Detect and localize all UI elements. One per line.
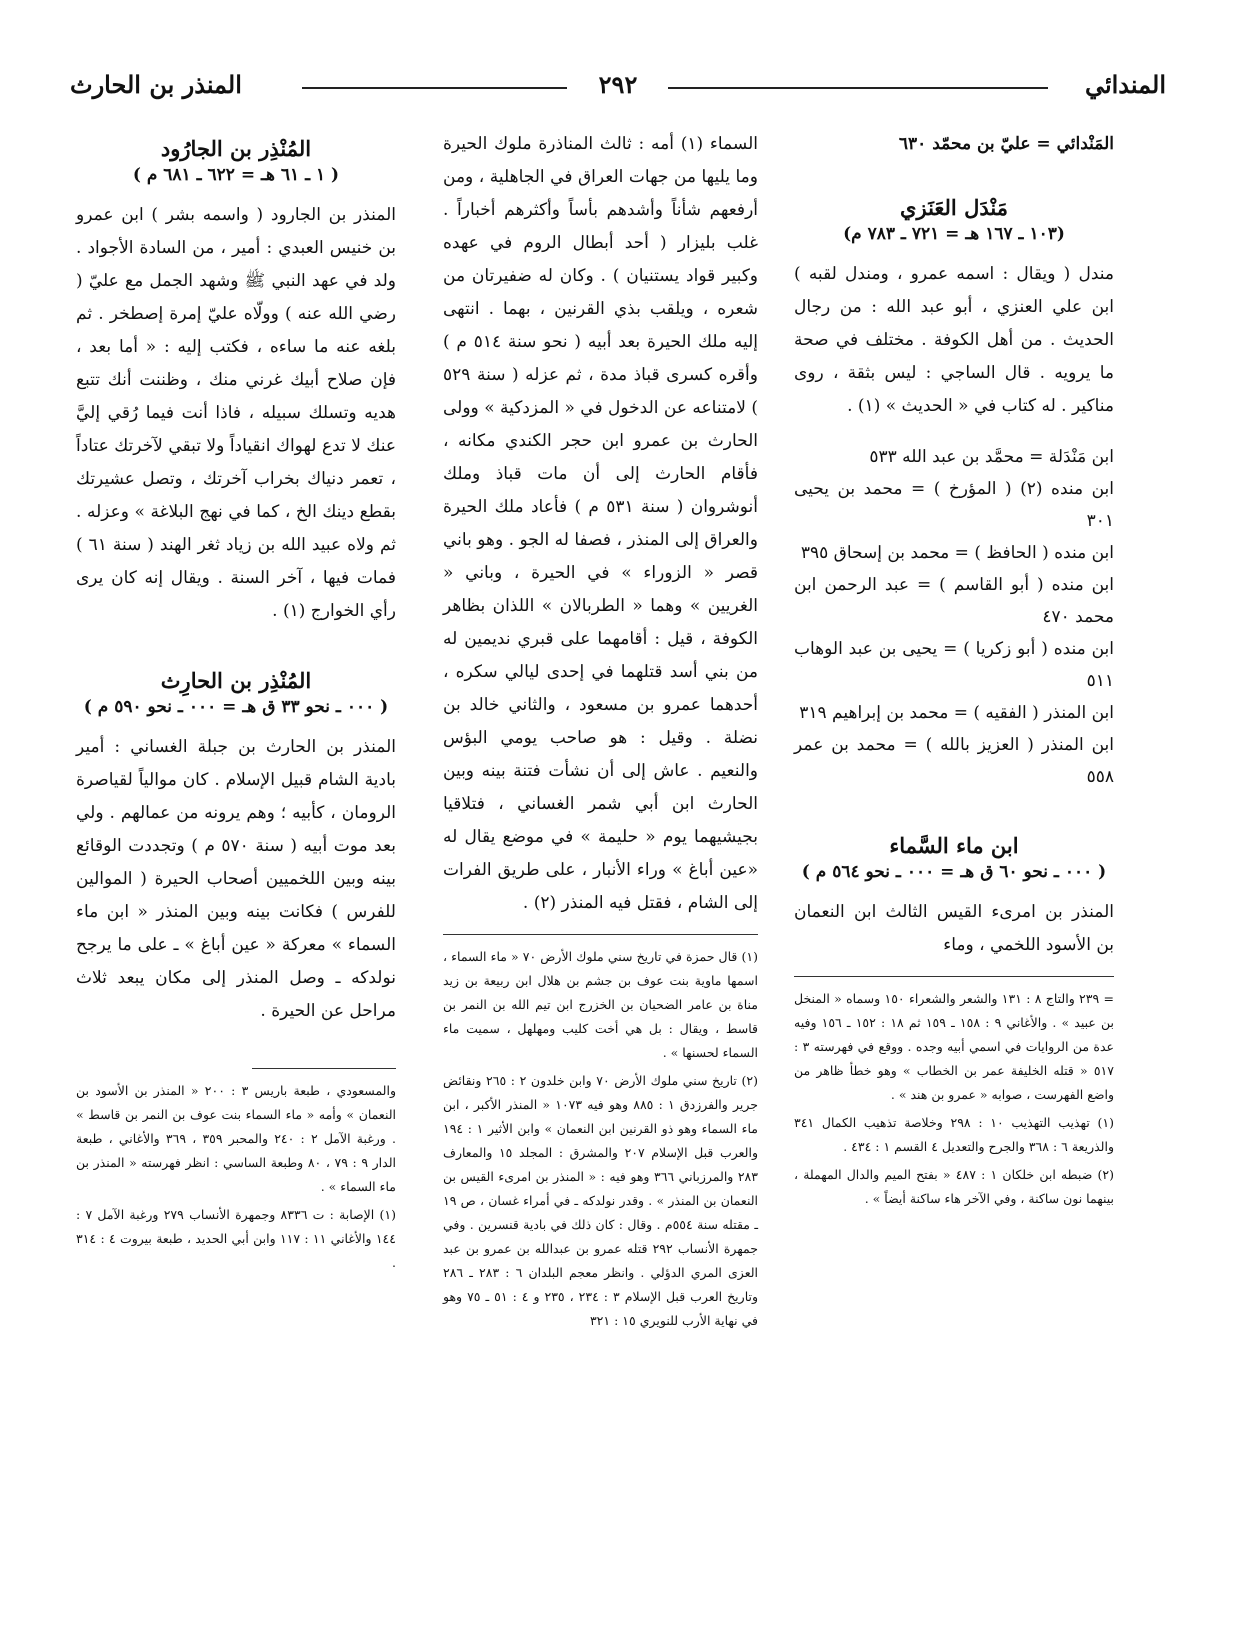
entry-text-munthir-jarud: المنذر بن الجارود ( واسمه بشر ) ابن عمرو بن خنيس العبدي : أمير ، من السادة الأجواد . ولد في عهد النبي ﷺ وشهد الجمل مع عليّ ( رضي الله عنه ) وولّاه عليّ إمرة إصطخر . ثم بلغه عنه ما ساءه ، فكتب إليه : « أما بعد ، فإن صلاح أبيك غرني منك ، وظننت أنك تتبع هديه وتسلك سبيله ، فاذا أنت فيما رُقي إليَّ عنك لا تدع لهواك انقياداً ولا تبقي لآخرتك عتاداً ، تعمر دنياك بخراب آخرتك ، وتصل عشيرتك بقطع دينك الخ ، كما في نهج البلاغة » وعزله . ثم ولاه عبيد الله بن زياد ثغر الهند ( سنة ٦١ ) فمات فيها ، آخر السنة . ويقال إنه كان يرى رأي الخوارج (١) . (76, 205, 396, 621)
entry-title-ibn-maa-alsamaa: ابن ماء السَّماء (889, 833, 1019, 858)
entry-dates-ibn-maa-alsamaa: ( ٠٠٠ ـ نحو ٦٠ ق هـ = ٠٠٠ ـ نحو ٥٦٤ م ) (801, 862, 1107, 882)
crossref-item: ابن منده ( أبو القاسم ) = عبد الرحمن ابن محمد ٤٧٠ (794, 575, 1114, 627)
entry-dates-mandal: (١٠٣ ـ ١٦٧ هـ = ٧٢١ ـ ٧٨٣ م) (843, 224, 1065, 244)
entry-dates-munthir-harith: ( ٠٠٠ ـ نحو ٣٣ ق هـ = ٠٠٠ ـ نحو ٥٩٠ م ) (83, 697, 389, 717)
crossref-item: ابن منده ( الحافظ ) = محمد بن إسحاق ٣٩٥ (800, 543, 1114, 563)
footnote: (٢) ضبطه ابن خلكان ١ : ٤٨٧ « بفتح الميم والدال المهملة ، بينهما نون ساكنة ، وفي الآخر هاء ساكنة أيضاً » . (794, 1167, 1114, 1206)
crossref-list (794, 441, 1114, 793)
header-rule-left (302, 87, 567, 89)
footnote: (١) تهذيب التهذيب ١٠ : ٢٩٨ وخلاصة تذهيب الكمال ٣٤١ والذريعة ٦ : ٣٦٨ والجرح والتعديل ٤ القسم ١ : ٤٣٤ . (794, 1115, 1114, 1154)
column-middle (443, 128, 758, 1337)
crossref-mandai: المَنْدائي = عليّ بن محمّد ٦٣٠ (898, 134, 1114, 154)
entry-dates-munthir-jarud: ( ١ ـ ٦١ هـ = ٦٢٢ ـ ٦٨١ م ) (132, 165, 340, 185)
footnote: (١) الإصابة : ت ٨٣٣٦ وجمهرة الأنساب ٢٧٩ ورغبة الآمل ٧ : ١٤٤ والأغاني ١١ : ١١٧ وابن أبي الحديد ، طبعة بيروت ٤ : ٣١٤ . (76, 1207, 396, 1270)
footnote: والمسعودي ، طبعة باريس ٣ : ٢٠٠ « المنذر بن الأسود بن النعمان » وأمه « ماء السماء بنت عوف بن النمر بن قاسط » . ورغبة الآمل ٢ : ٢٤٠ والمحبر ٣٥٩ ، ٣٦٩ والأغاني ، طبعة الدار ٩ : ٧٩ ، ٨٠ وطبعة الساسي : انظر فهرسته « المنذر بن ماء السماء » . (76, 1083, 396, 1194)
footnote-rule (252, 1068, 396, 1069)
entry-text-ibn-maa-alsamaa-cont: السماء (١) أمه : ثالث المناذرة ملوك الحيرة وما يليها من جهات العراق في الجاهلية ، ومن أرفعهم شأناً وأشدهم بأساً وأكثرهم أخباراً . غلب بليزار ( أحد أبطال الروم في عهده وكبير قواد يستنيان ) . وكان له ضفيرتان من شعره ، ويلقب بذي القرنين ، بهما . انتهى إليه ملك الحيرة بعد أبيه ( نحو سنة ٥١٤ م ) وأقره كسرى قباذ مدة ، ثم عزله ( سنة ٥٢٩ ) لامتناعه عن الدخول في « المزدكية » وولى الحارث بن عمرو ابن حجر الكندي مكانه ، فأقام الحارث إلى أن مات قباذ وملك أنوشروان ( سنة ٥٣١ م ) فأعاد ملك الحيرة والعراق إلى المنذر ، فصفا له الجو . وهو باني قصر « الزوراء » في الحيرة ، وباني « الغريين » وهما « الطربالان » اللذان بظاهر الكوفة ، قيل : أقامهما على قبري نديمين له من بني أسد قتلهما في إحدى ليالي سكره ، أحدهما عمرو بن مسعود ، والثاني خالد بن نضلة . وقيل : هو صاحب يومي البؤس والنعيم . عاش إلى أن نشأت فتنة بينه وبين الحارث ابن أبي شمر الغساني ، فتلاقيا بجيشيهما يوم « حليمة » في موضع يقال له «عين أباغ » وراء الأنبار ، على طريق الفرات إلى الشام ، فقتل فيه المنذر (٢) . (443, 134, 759, 913)
footnote-rule (443, 934, 758, 935)
entry-title-munthir-harith: المُنْذِر بن الحارِث (160, 668, 312, 693)
entry-text-ibn-maa-alsamaa: المنذر بن امرىء القيس الثالث ابن النعمان بن الأسود اللخمي ، وماء (794, 902, 1114, 955)
header-rule-right (668, 87, 1048, 89)
footnote: = ٢٣٩ والتاج ٨ : ١٣١ والشعر والشعراء ١٥٠ وسماه « المنخل بن عبيد » . والأغاني ٩ : ١٥٨ ـ ١٥٩ ثم ١٨ : ١٥٢ ـ ١٥٦ وفيه عدة من الروايات في اسمي أبيه وجده . ووقع في فهرسته ٣ : ٥١٧ « قتله الخليفة عمر بن الخطاب » وهو خطأ ظاهر من واضع الفهرست ، صوابه « عمرو بن هند » . (794, 991, 1115, 1102)
entry-title-munthir-jarud: المُنْذِر بن الجارُود (160, 136, 312, 161)
running-head-left: المنذر بن الحارث (70, 70, 242, 99)
column-right (794, 128, 1114, 1215)
footnote: (١) قال حمزة في تاريخ سني ملوك الأرض ٧٠ « ماء السماء ، اسمها ماوية بنت عوف بن جشم بن هلال ابن ربيعة بن زيد مناة بن عامر الضحيان بن الخزرج ابن تيم الله بن النمر بن قاسط ، ويقال : بل هي أخت كليب ومهلهل ، سميت ماء السماء لحسنها » . (443, 949, 758, 1060)
footnote-rule (794, 976, 1114, 977)
entry-text-mandal: مندل ( ويقال : اسمه عمرو ، ومندل لقبه ) ابن علي العنزي ، أبو عبد الله : من رجال الحديث . من أهل الكوفة . مختلف في صحة ما يرويه . قال الساجي : ليس بثقة ، روى مناكير . له كتاب في « الحديث » (١) . (794, 264, 1114, 416)
footnote: (٢) تاريخ سني ملوك الأرض ٧٠ وابن خلدون ٢ : ٢٦٥ ونقائض جرير والفرزدق ١ : ٨٨٥ وهو فيه ١٠٧٣ « المنذر الأكبر ، ابن ماء السماء وهو ذو القرنين ابن النعمان » وابن الأثير ١ : ١٩٤ والعرب قبل الإسلام ٢٠٧ والمشرق : المجلد ١٥ والمعارف ٢٨٣ والمرزباني ٣٦٦ وهو فيه : « المنذر بن امرىء القيس بن النعمان بن المنذر » . وقدر نولدكه ـ في أمراء غسان ، ص ١٩ ـ مقتله سنة ٥٥٤م . وقال : كان ذلك في بادية قنسرين . وفي جمهرة الأنساب ٢٩٢ قتله عمرو بن عبدالله بن عمرو بن عبد العزى المري الدؤلي . وانظر معجم البلدان ٦ : ٢٨٣ ـ ٢٨٦ وتاريخ العرب قبل الإسلام ٣ : ٢٣٤ ، ٢٣٥ و ٤ : ٥١ ـ ٧٥ وهو في نهاية الأرب للنويري ١٥ : ٣٢١ (443, 1073, 759, 1328)
entry-text-munthir-harith: المنذر بن الحارث بن جبلة الغساني : أمير بادية الشام قبيل الإسلام . كان موالياً لقياصرة الرومان ، كأبيه ؛ وهم يرونه من عمالهم . ولي بعد موت أبيه ( سنة ٥٧٠ م ) وتجددت الوقائع بينه وبين اللخميين أصحاب الحيرة ( الموالين للفرس ) فكانت بينه وبين المنذر « ابن ماء السماء » معركة « عين أباغ » ـ على ما يرجح نولدكه ـ وصل المنذر إلى مكان يبعد ثلاث مراحل عن الحيرة . (76, 737, 396, 1021)
crossref-item: ابن المنذر ( الفقيه ) = محمد بن إبراهيم ٣١٩ (799, 703, 1114, 723)
crossref-item: ابن مَنْدَلة = محمَّد بن عبد الله ٥٣٣ (869, 447, 1114, 467)
crossref-item: ابن منده ( أبو زكريا ) = يحيى بن عبد الوهاب ٥١١ (794, 639, 1114, 691)
entry-title-mandal: مَنْدَل العَنَزي (900, 195, 1008, 220)
page-header (70, 70, 1166, 110)
page-number: ٢٩٢ (598, 70, 638, 99)
column-left (76, 128, 396, 1279)
running-head-right: المندائي (1084, 70, 1166, 99)
crossref-item: ابن منده (٢) ( المؤرخ ) = محمد بن يحيى ٣٠١ (794, 479, 1114, 531)
crossref-item: ابن المنذر ( العزيز بالله ) = محمد بن عمر ٥٥٨ (794, 735, 1114, 787)
